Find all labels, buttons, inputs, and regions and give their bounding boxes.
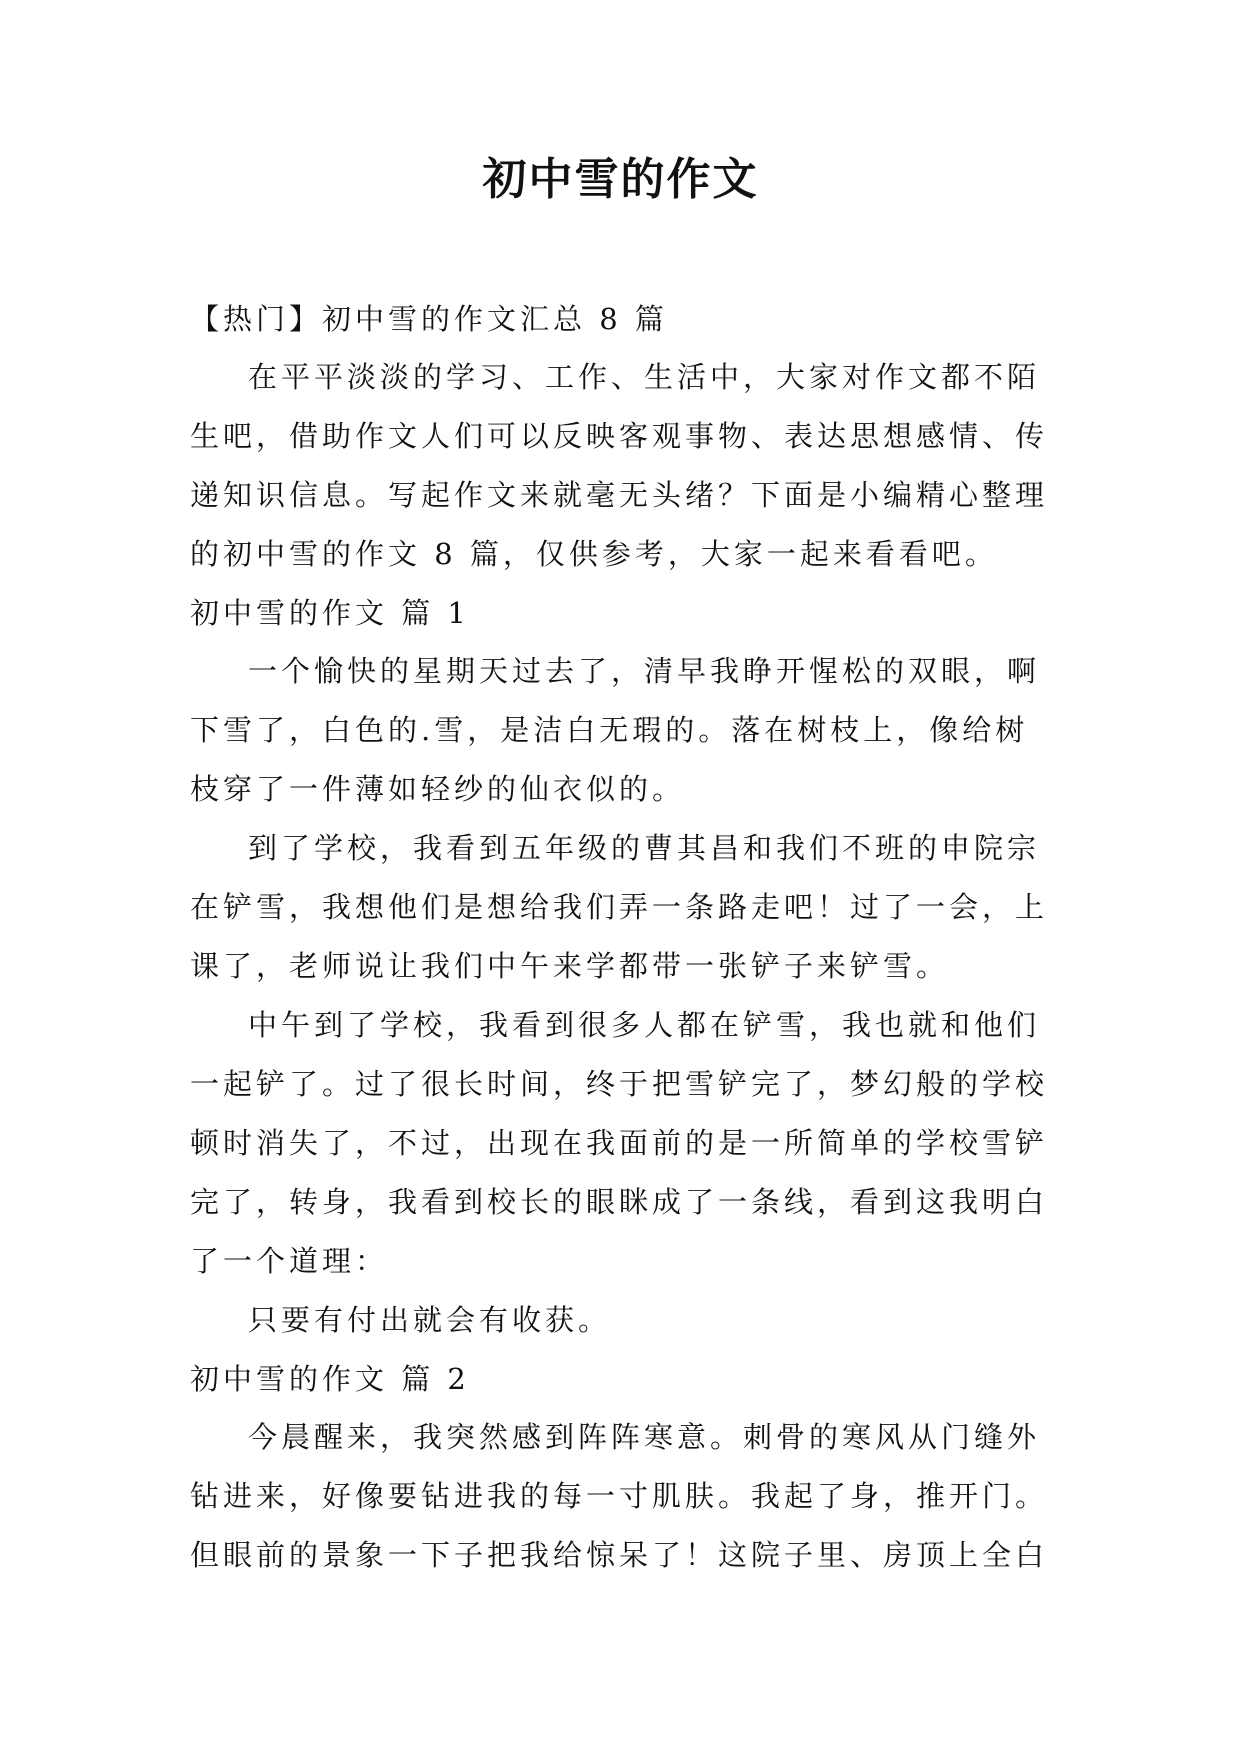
intro-paragraph: 在平平淡淡的学习、工作、生活中，大家对作文都不陌生吧，借助作文人们可以反映客观事物、表达思想感情、传递知识信息。写起作文来就毫无头绪？下面是小编精心整理的初中雪的作文 8 篇，仅供参考，大家一起来看看吧。 xyxy=(190,360,1049,571)
document-body xyxy=(190,290,1060,1585)
document-title: 初中雪的作文 xyxy=(482,154,759,205)
paragraph: 一个愉快的星期天过去了，清早我睁开惺松的双眼，啊下雪了，白色的.雪，是洁白无瑕的。落在树枝上，像给树枝穿了一件薄如轻纱的仙衣似的。 xyxy=(190,654,1041,806)
paragraph: 到了学校，我看到五年级的曹其昌和我们不班的申院宗在铲雪，我想他们是想给我们弄一条路走吧！过了一会，上课了，老师说让我们中午来学都带一张铲子来铲雪。 xyxy=(190,831,1049,983)
section-heading-1: 初中雪的作文 篇 1 xyxy=(190,596,470,630)
paragraph: 今晨醒来，我突然感到阵阵寒意。刺骨的寒风从门缝外钻进来，好像要钻进我的每一寸肌肤。我起了身，推开门。但眼前的景象一下子把我给惊呆了！这院子里、房顶上全白 xyxy=(190,1420,1049,1572)
section-heading-2: 初中雪的作文 篇 2 xyxy=(190,1362,470,1396)
document-subtitle: 【热门】初中雪的作文汇总 8 篇 xyxy=(190,302,668,336)
paragraph: 只要有付出就会有收获。 xyxy=(248,1303,612,1337)
paragraph: 中午到了学校，我看到很多人都在铲雪，我也就和他们一起铲了。过了很长时间，终于把雪铲完了，梦幻般的学校顿时消失了，不过，出现在我面前的是一所简单的学校雪铲完了，转身，我看到校长的眼眯成了一条线，看到这我明白了一个道理： xyxy=(190,1008,1049,1278)
